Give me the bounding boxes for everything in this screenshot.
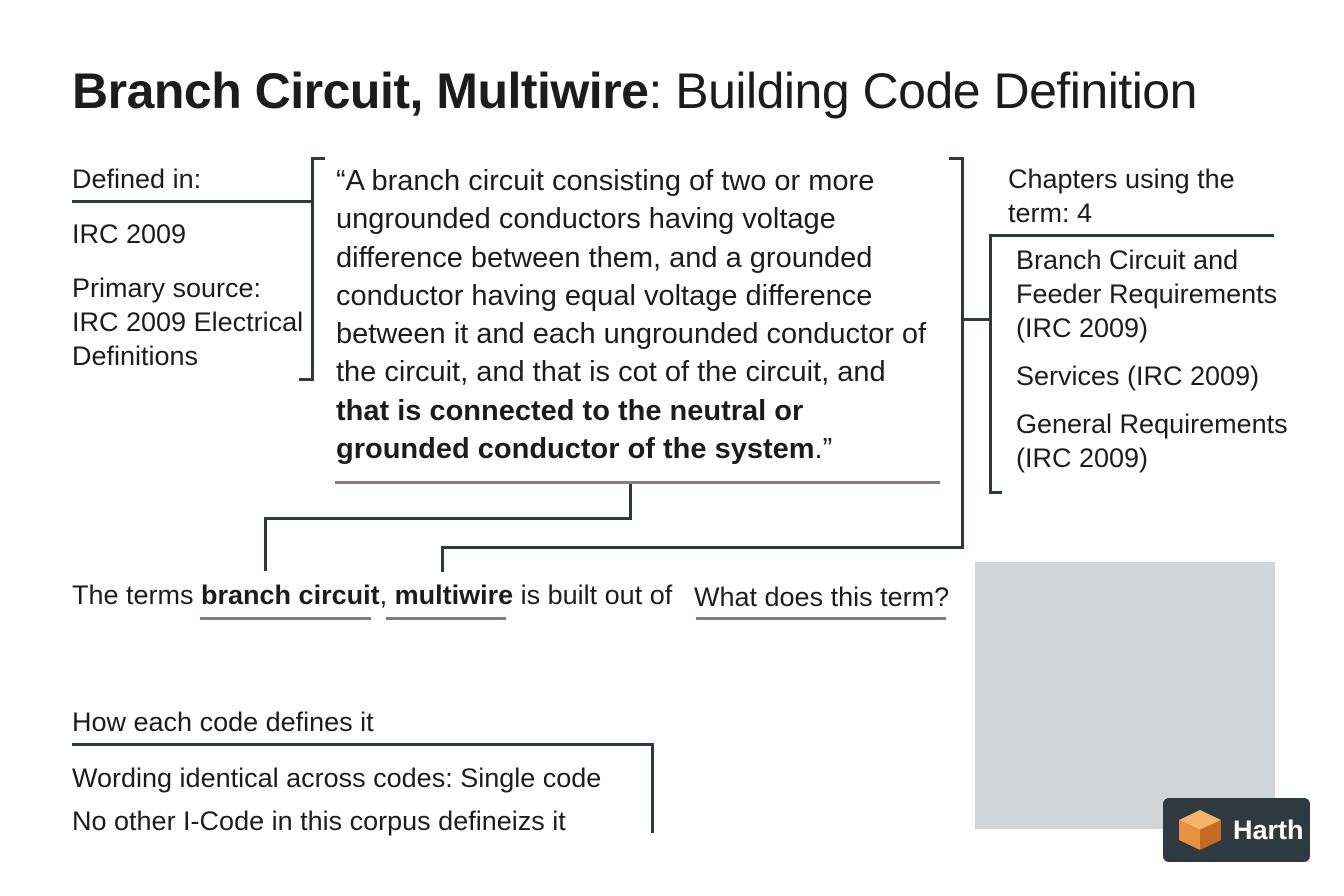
chapter-item[interactable]: Branch Circuit and Feeder Requirements (IRC 2009) [1016, 245, 1278, 343]
image-placeholder [975, 562, 1275, 829]
chapters-list [1016, 243, 1296, 489]
codes-line-1: Wording identical across codes: Single code [72, 763, 602, 793]
chapters-bracket [989, 234, 992, 494]
left-bracket-top-tick [311, 157, 325, 160]
connector-horizontal [264, 517, 632, 520]
right-bracket-connector [961, 318, 991, 321]
definition-text: A branch circuit consisting of two or more ungrounded conductors having voltage difference between them, and a grounded conductor having equal voltage difference between it and each ungrounded conductor of the circuit, and that is cot of the circuit, and [336, 165, 927, 389]
connector-from-right [441, 546, 964, 549]
defined-in-label: Defined in: [72, 164, 202, 194]
term-link-branch-circuit[interactable]: branch circuit [201, 580, 380, 610]
right-bracket-top-tick [949, 157, 964, 160]
terms-sentence [72, 580, 672, 611]
defined-in-code: IRC 2009 [72, 219, 187, 249]
codes-divider [72, 743, 654, 746]
connector-down [629, 484, 632, 520]
terms-separator: , [379, 580, 395, 610]
connector-to-term-1 [264, 517, 267, 571]
primary-source-line-2: Definitions [72, 341, 199, 371]
definition-quote [336, 162, 936, 468]
chapters-heading-line-2: term: 4 [1008, 198, 1093, 228]
defined-in-divider [72, 200, 312, 203]
chapters-bracket-bottom-tick [989, 491, 1002, 494]
brand-logo [1163, 798, 1310, 862]
left-bracket [311, 157, 314, 381]
primary-source-label: Primary source: [72, 273, 262, 303]
question-underline [696, 617, 946, 620]
chapter-item[interactable]: General Requirements (IRC 2009) [1016, 409, 1288, 473]
right-bracket [961, 157, 964, 549]
chapters-heading-line-1: Chapters using the [1008, 164, 1235, 194]
definition-open-quote: “ [336, 165, 346, 197]
question-link[interactable]: What does this term? [694, 582, 950, 612]
page-title-term: Branch Circuit, Multiwire [72, 63, 649, 119]
page-title-suffix: : Building Code Definition [648, 63, 1197, 119]
connector-to-term-2 [441, 546, 444, 572]
chapters-divider [989, 234, 1274, 237]
terms-suffix: is built out of [513, 580, 673, 610]
terms-prefix: The terms [72, 580, 202, 610]
chapter-item[interactable]: Services (IRC 2009) [1016, 361, 1260, 391]
cube-icon [1175, 808, 1225, 852]
page-title [72, 62, 1197, 120]
term-1-underline [200, 617, 371, 620]
codes-heading: How each code defines it [72, 707, 374, 737]
codes-line-2: No other I-Code in this corpus defineizs it [72, 806, 566, 836]
definition-emphasis: that is connected to the neutral or grounded conductor of the system [336, 394, 815, 466]
codes-bracket [651, 743, 654, 833]
brand-name: Harth [1233, 814, 1304, 845]
definition-close: .” [814, 433, 833, 466]
primary-source-line-1: IRC 2009 Electrical [72, 307, 304, 337]
term-link-multiwire[interactable]: multiwire [394, 580, 514, 610]
left-bracket-bottom-tick [299, 378, 314, 381]
definition-underline [335, 481, 940, 484]
term-2-underline [386, 617, 506, 620]
